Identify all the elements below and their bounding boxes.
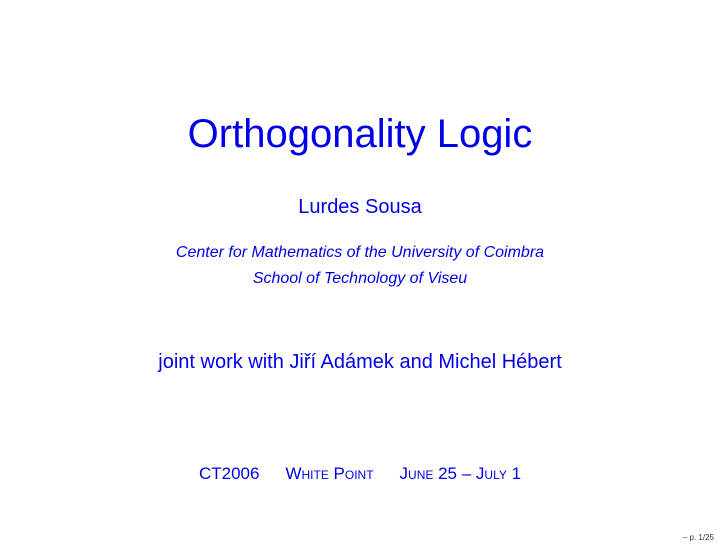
affiliation-2: School of Technology of Viseu [252,270,468,287]
page-number: – p. 1/25 [682,533,714,542]
author-name: Lurdes Sousa [298,196,422,218]
conference-dates: June 25 – July 1 [399,464,522,483]
slide-title: Orthogonality Logic [187,112,533,156]
joint-work-line: joint work with Jiří Adámek and Michel Hébert [158,351,562,373]
conference-line [0,462,720,486]
conference-name: CT2006 [198,464,260,483]
affiliation-1: Center for Mathematics of the University of Coimbra [175,244,545,261]
conference-venue: White Point [285,464,374,483]
